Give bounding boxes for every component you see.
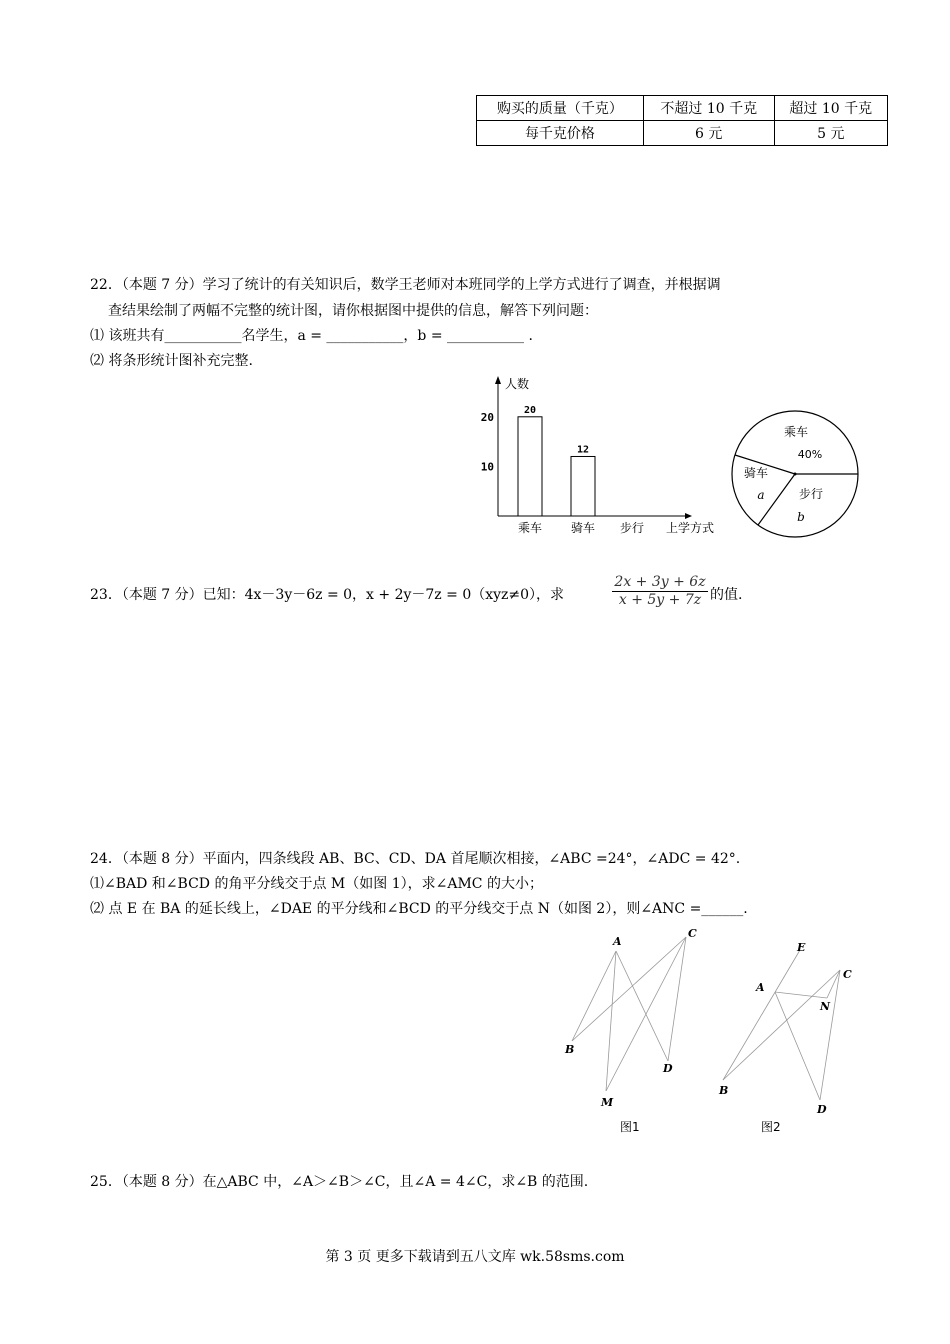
point-label: D [663, 1062, 673, 1075]
bar [571, 456, 595, 516]
point-label: A [756, 981, 765, 994]
fraction-denominator: x + 5y + 7z [618, 592, 702, 608]
bar-data-label: 12 [576, 444, 590, 456]
point-label: M [601, 1096, 614, 1109]
table-cell: 超过 10 千克 [774, 96, 887, 121]
pie-slice-label: 骑车 [743, 466, 769, 480]
bar-chart [470, 372, 730, 542]
x-tick-label: 乘车 [517, 521, 543, 535]
point-label: B [565, 1043, 575, 1056]
table-cell: 6 元 [643, 121, 774, 146]
pie-chart [728, 407, 862, 541]
table-header-row [477, 96, 888, 121]
pie-slice-label: 步行 [798, 487, 824, 501]
point-label: E [797, 941, 806, 954]
y-axis-arrow [495, 376, 501, 384]
figure-caption: 图2 [761, 1120, 781, 1134]
table-cell: 5 元 [774, 121, 887, 146]
y-tick-label: 20 [480, 410, 494, 424]
point-label: C [843, 968, 852, 981]
x-axis-arrow [685, 513, 692, 519]
pie-slice-label: 乘车 [783, 425, 809, 439]
q22-line1: 22．（本题 7 分）学习了统计的有关知识后，数学王老师对本班同学的上学方式进行了调查，并根据调 [90, 277, 721, 293]
q25-line1: 25．（本题 8 分）在△ABC 中，∠A＞∠B＞∠C，且∠A = 4∠C，求∠B 的范围. [90, 1174, 589, 1190]
fraction-numerator: 2x + 3y + 6z [612, 574, 708, 592]
pie-center [794, 473, 797, 476]
table-cell: 每千克价格 [477, 121, 644, 146]
table-row [477, 121, 888, 146]
bar-data-label: 20 [523, 404, 537, 416]
q24-line1: 24．（本题 8 分）平面内，四条线段 AB、BC、CD、DA 首尾顺次相接，∠ABC =24°，∠ADC = 42°. [90, 851, 741, 867]
point-label: D [817, 1103, 827, 1116]
q22-line4: ⑵ 将条形统计图补充完整. [90, 353, 253, 369]
point-label: N [820, 1000, 831, 1013]
q22-line3: ⑴ 该班共有___________名学生，a = ___________，b = ___________ . [90, 328, 533, 344]
figure-2 [715, 940, 865, 1115]
price-table [476, 95, 888, 146]
q23-fraction [612, 574, 708, 608]
q24-line2: ⑴∠BAD 和∠BCD 的角平分线交于点 M（如图 1），求∠AMC 的大小； [90, 876, 543, 892]
pie-slice-value: b [797, 510, 805, 524]
x-tick-label: 骑车 [570, 521, 596, 535]
figure-1 [560, 925, 710, 1115]
pie-slice-value: 40% [797, 448, 823, 461]
table-cell: 购买的质量（千克） [477, 96, 644, 121]
point-label: C [688, 927, 697, 940]
point-label: A [613, 935, 622, 948]
pie-slice-value: a [757, 488, 765, 502]
page-footer: 第 3 页 更多下载请到五八文库 wk.58sms.com [325, 1249, 625, 1265]
q23-text: 23．（本题 7 分）已知：4x－3y－6z = 0，x + 2y－7z = 0（xyz≠0），求 [90, 587, 565, 603]
table-cell: 不超过 10 千克 [643, 96, 774, 121]
bar [518, 417, 542, 516]
figure-caption: 图1 [620, 1120, 640, 1134]
x-axis-label: 上学方式 [665, 521, 715, 535]
q23-text-after: 的值. [710, 587, 743, 603]
q22-line2: 查结果绘制了两幅不完整的统计图，请你根据图中提供的信息，解答下列问题： [108, 303, 598, 319]
q24-line3: ⑵ 点 E 在 BA 的延长线上，∠DAE 的平分线和∠BCD 的平分线交于点 N（如图 2），则∠ANC =______. [90, 901, 748, 917]
x-tick-label: 步行 [619, 521, 645, 535]
point-label: B [719, 1084, 729, 1097]
y-axis-label: 人数 [505, 377, 530, 391]
y-tick-label: 10 [480, 460, 494, 474]
